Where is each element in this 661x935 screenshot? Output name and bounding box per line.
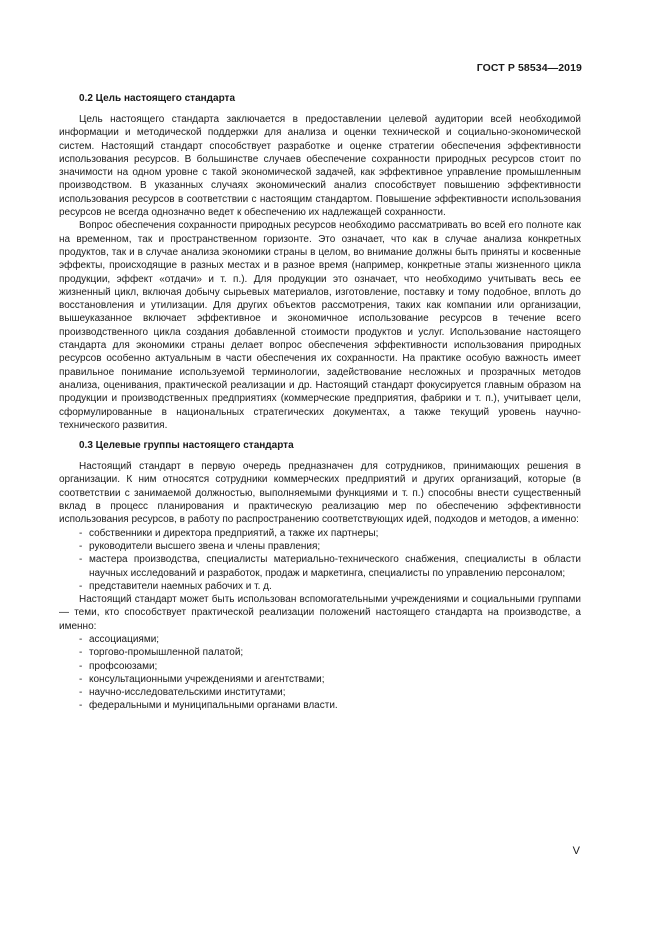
list-item: - профсоюзами; (79, 660, 158, 672)
section-0-3-title: 0.3 Целевые группы настоящего стандарта (79, 440, 294, 452)
section-0-3-paragraph-2: Настоящий стандарт может быть использован вспомогательными учреждениями и социальными группами — теми, кто способствует практической реализации положений настоящего стандарта на производстве, а именно: (59, 594, 581, 632)
list-item: - мастера производства, специалисты материально-технического снабжения, специалисты в области научных исследований и разработок, продаж и маркетинга, специалисты по управлению персоналом; (79, 554, 581, 579)
decision-makers-list (59, 527, 581, 593)
list-item: - консультационными учреждениями и агентствами; (79, 673, 325, 685)
list-item: - представители наемных рабочих и т. д. (79, 580, 272, 592)
section-0-2-title: 0.2 Цель настоящего стандарта (79, 93, 236, 104)
section-0-3-paragraph-1: Настоящий стандарт в первую очередь предназначен для сотрудников, принимающих решения в организации. К ним относятся сотрудники коммерческих предприятий и других организаций, которые (в соответствии с занимаемой должностью, выполняемыми функциями и т. п.) способны внести существенный вклад в процесс планирования и практическую реализацию мер по обеспечению эффективности использования ресурсов, в работу по распространению соответствующих идей, подходов и методов, а именно: (59, 461, 581, 526)
page-content (59, 92, 581, 713)
standard-designation: ГОСТ Р 58534—2019 (476, 62, 582, 74)
list-item: - руководители высшего звена и члены правления; (79, 540, 321, 552)
section-0-2-paragraph-2: Вопрос обеспечения сохранности природных ресурсов необходимо рассматривать во всей его полноте как на временном, так и пространственном горизонте. Это означает, что как в случае анализа конкретных продуктов, так и в случае анализа экономики страны в целом, во внимание должны быть приняты и косвенные эффекты, происходящие в разных местах и в разное время (например, конкретные этапы жизненного цикла продукции, эффект «отдачи» и т. п.). Для продукции это означает, что необходимо учитывать весь ее жизненный цикл, включая добычу сырьевых материалов, изготовление, поставку и тому подобное, вплоть до восстановления и утилизации. Для других объектов рассмотрения, таких как компании или организации, вышеуказанное включает эффективное и экономичное использование ресурсов в течение всего производственного цикла создания добавленной стоимости продуктов и услуг. Использование настоящего стандарта для экономики страны делает вопрос обеспечения эффективности использования природных ресурсов особенно актуальным в части обеспечения их сохранности. На практике особую важность имеет правильное понимание используемой терминологии, задействование несложных и прозрачных методов анализа, оценивания, практической реализации и др. Настоящий стандарт фокусируется главным образом на продукции и производственных предприятиях (коммерческие предприятия, фабрики и т. п.), учитывает цели, сформулированные в национальных стратегических документах, а также текущий уровень научно-технического развития. (59, 220, 581, 431)
list-item: - собственники и директора предприятий, а также их партнеры; (79, 527, 379, 539)
page-number: V (572, 845, 580, 857)
support-groups-list (59, 633, 581, 713)
list-item: - научно-исследовательскими институтами; (79, 687, 286, 699)
list-item: - ассоциациями; (79, 633, 160, 645)
list-item: - федеральными и муниципальными органами власти. (79, 700, 338, 712)
list-item: - торгово-промышленной палатой; (79, 647, 244, 659)
section-0-2-paragraph-1: Цель настоящего стандарта заключается в предоставлении целевой аудитории всей необходимой информации и методической поддержки для анализа и оценки технической и социально-экономической систем. Настоящий стандарт способствует разработке и оценке стратегии обеспечения эффективности использования ресурсов. В большинстве случаев обеспечение сохранности природных ресурсов стоит по значимости на одном уровне с такой экономической задачей, как эффективное управление промышленным производством. В указанных случаях экономический анализ способствует повышению эффективности использования ресурсов в соответствии с настоящим стандартом. Повышение эффективности использования ресурсов не всегда однозначно ведет к обеспечению их надлежащей сохранности. (59, 114, 581, 219)
